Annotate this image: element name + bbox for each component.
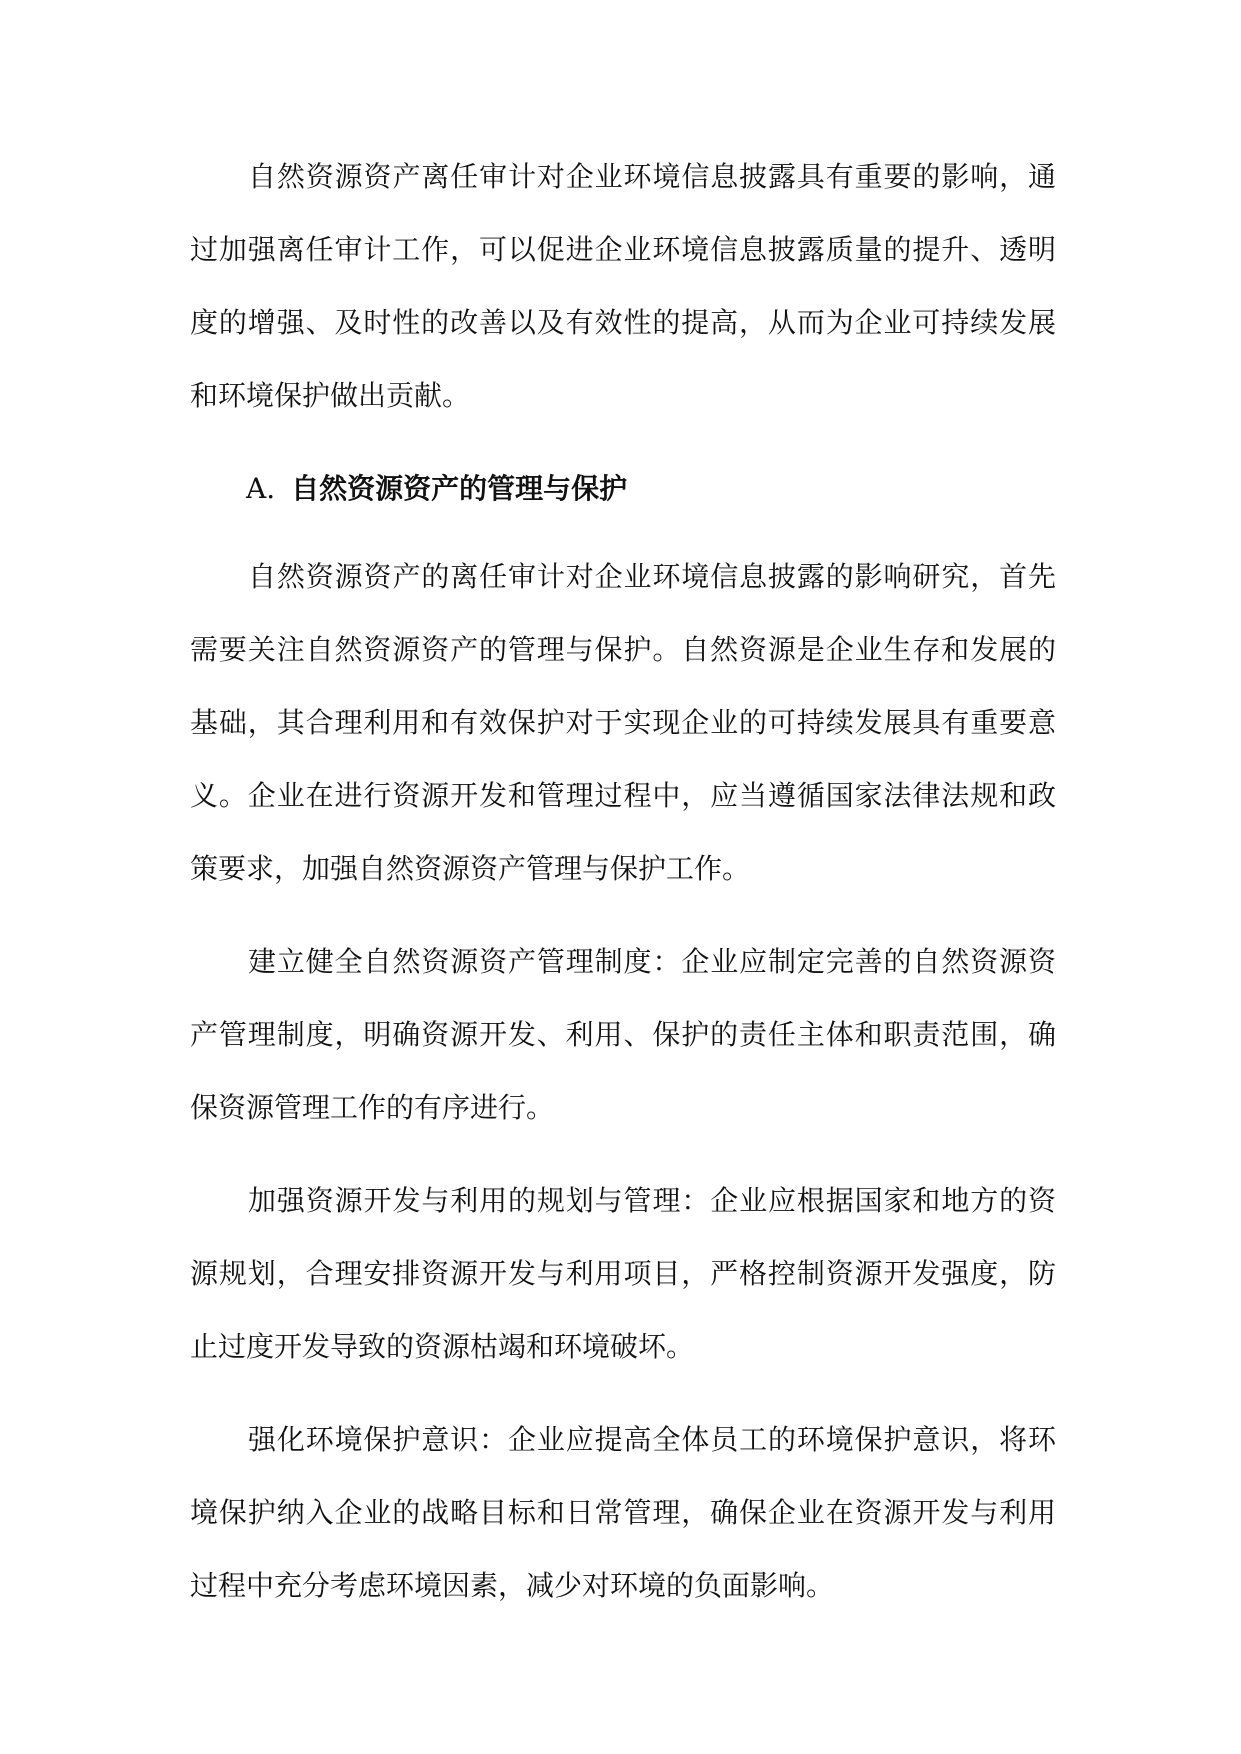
body-paragraph: 建立健全自然资源资产管理制度：企业应制定完善的自然资源资产管理制度，明确资源开发、利用、保护的责任主体和职责范围，确保资源管理工作的有序进行。 [190,945,1056,1124]
body-paragraph: 强化环境保护意识：企业应提高全体员工的环境保护意识，将环境保护纳入企业的战略目标和日常管理，确保企业在资源开发与利用过程中充分考虑环境因素，减少对环境的负面影响。 [190,1423,1056,1602]
document-body [190,140,1056,1642]
section-number: A. [246,472,276,505]
section-title: 自然资源资产的管理与保护 [291,472,628,505]
body-paragraph: 自然资源资产的离任审计对企业环境信息披露的影响研究，首先需要关注自然资源资产的管理与保护。自然资源是企业生存和发展的基础，其合理利用和有效保护对于实现企业的可持续发展具有重要意义。企业在进行资源开发和管理过程中，应当遵循国家法律法规和政策要求，加强自然资源资产管理与保护工作。 [190,560,1056,885]
intro-paragraph: 自然资源资产离任审计对企业环境信息披露具有重要的影响，通过加强离任审计工作，可以促进企业环境信息披露质量的提升、透明度的增强、及时性的改善以及有效性的提高，从而为企业可持续发展和环境保护做出贡献。 [190,160,1056,412]
section-heading-a [190,452,1056,525]
body-paragraph: 加强资源开发与利用的规划与管理：企业应根据国家和地方的资源规划，合理安排资源开发与利用项目，严格控制资源开发强度，防止过度开发导致的资源枯竭和环境破坏。 [190,1184,1056,1363]
